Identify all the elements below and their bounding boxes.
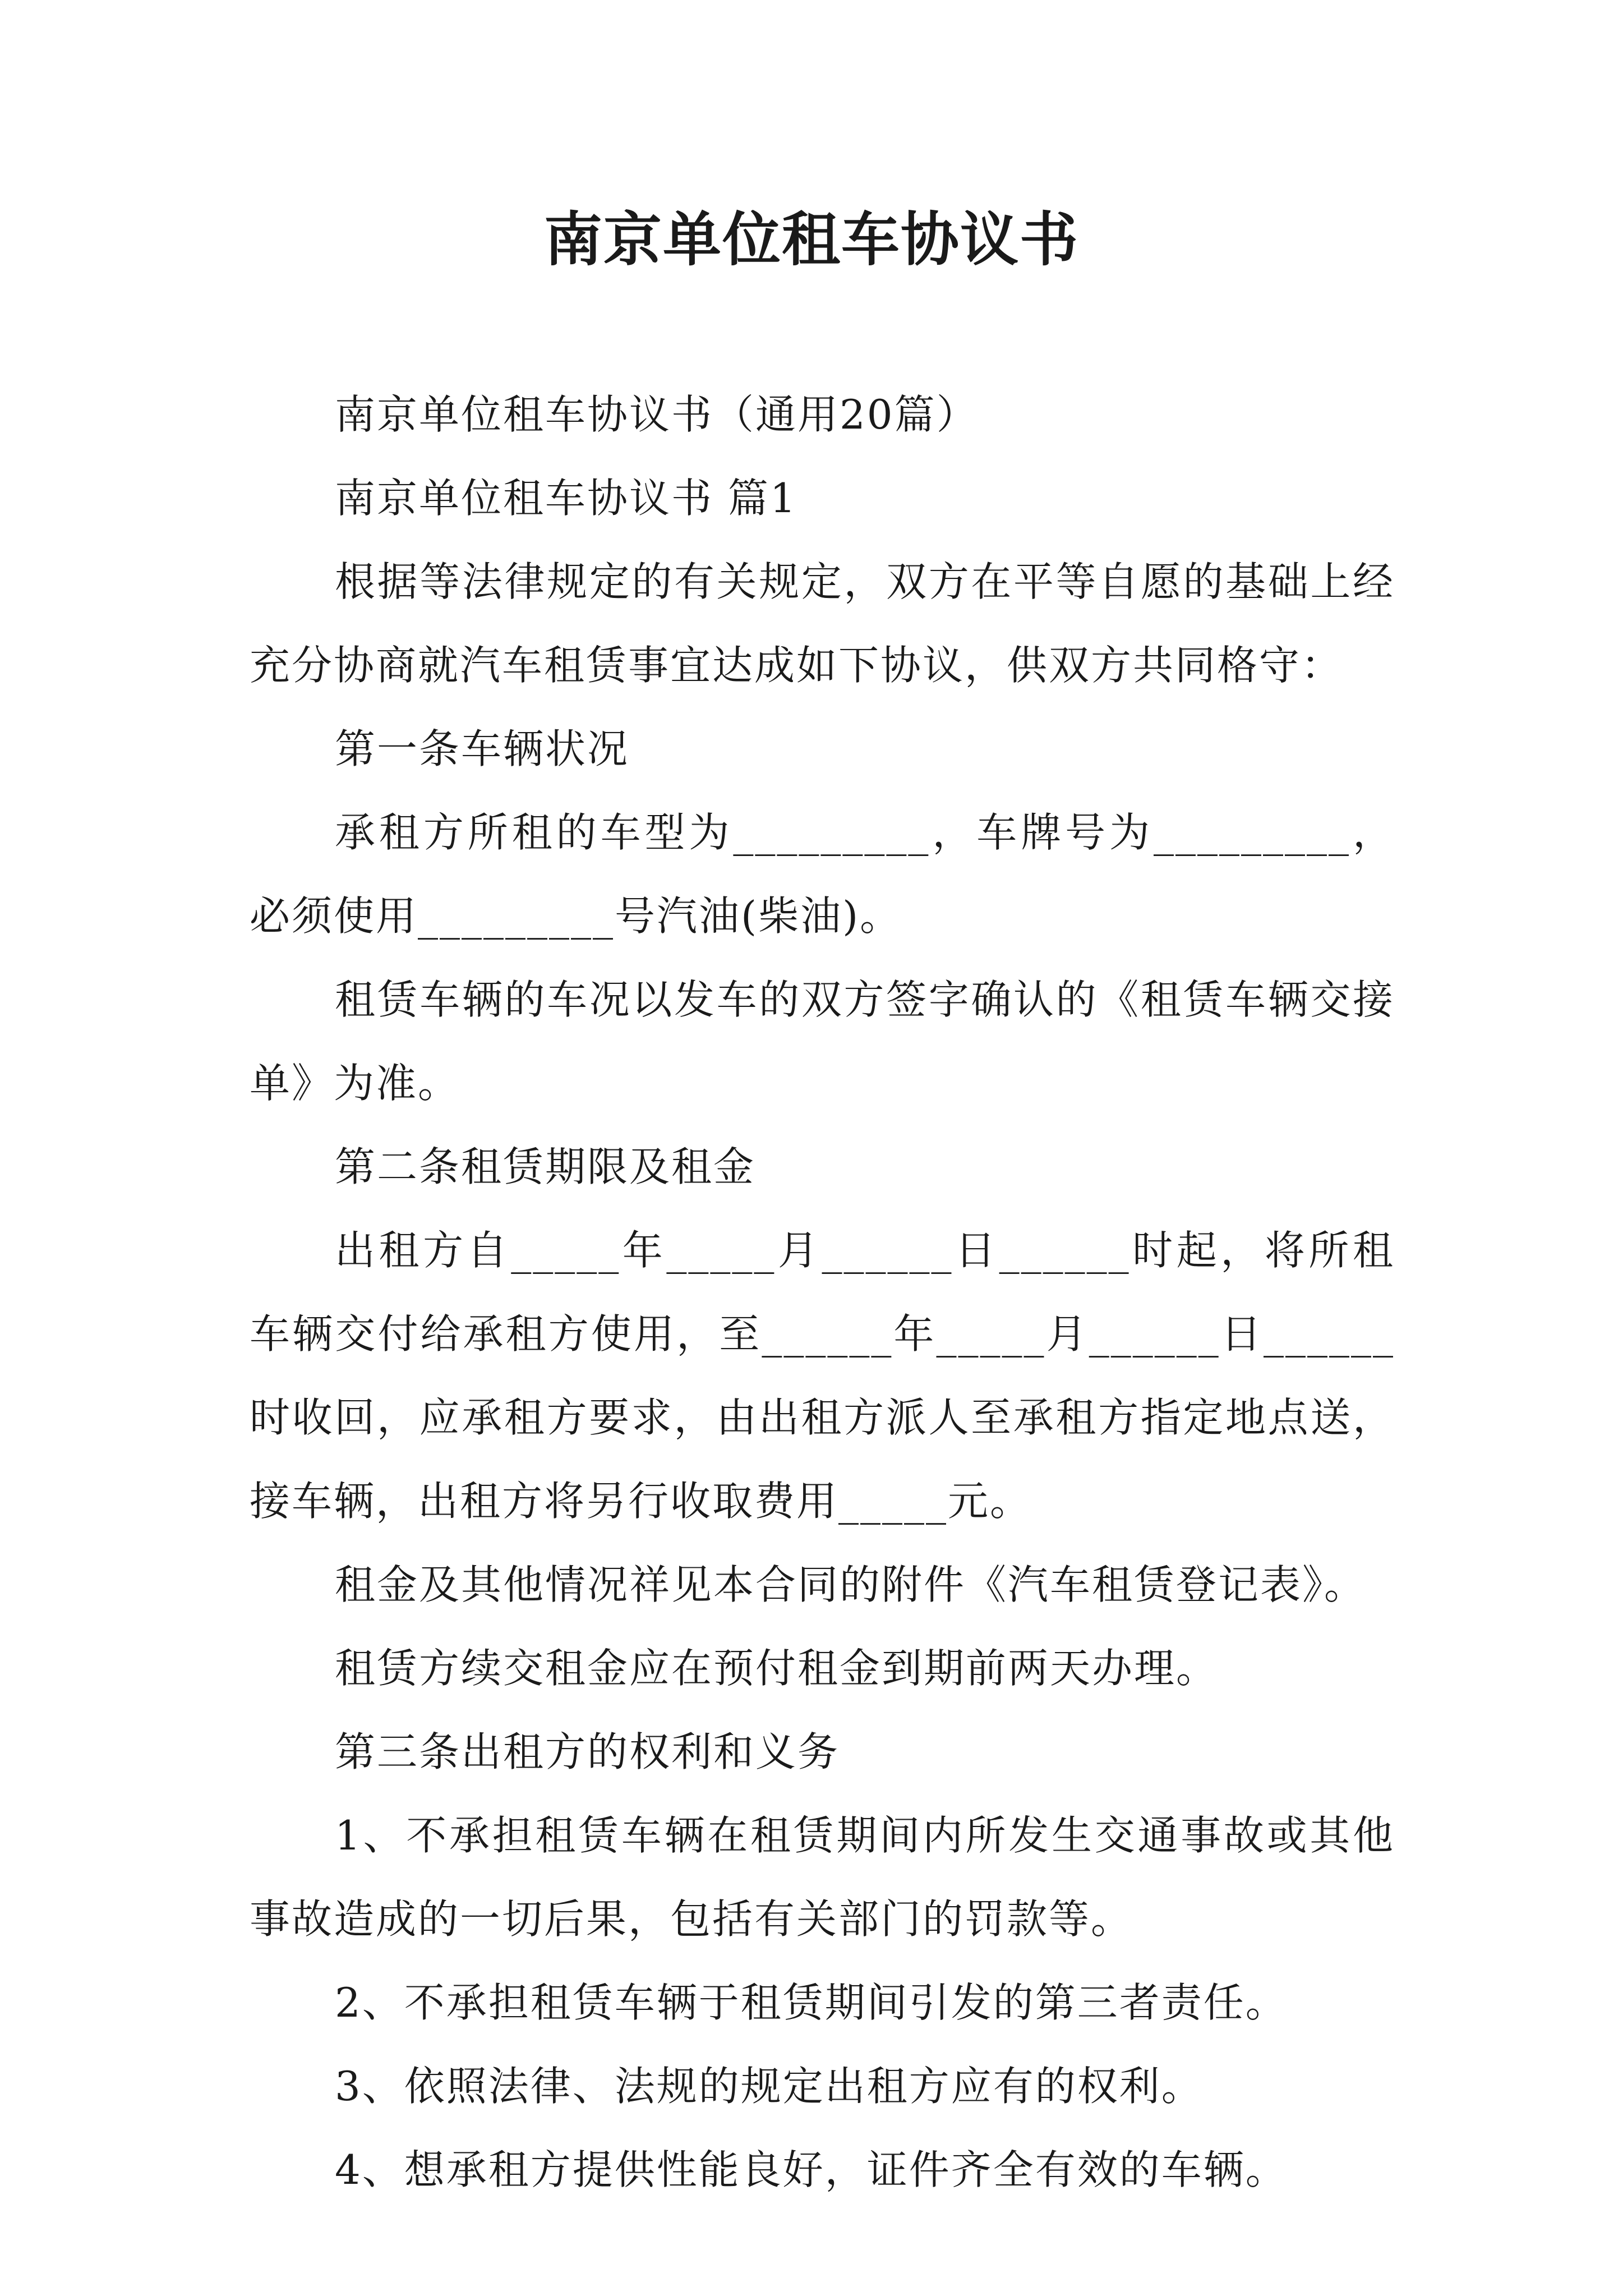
paragraph-vehicle-details: 承租方所租的车型为_________，车牌号为_________，必须使用_________号汽油(柴油)。 [250, 809, 1395, 940]
paragraph-rental-period: 出租方自_____年_____月______日______时起，将所租车辆交付给承租方使用，至______年_____月______日______时收回，应承租方要求，由出租方派人至承租方指定地点送，接车辆，出租方将另行收取费用_____元。 [250, 1227, 1395, 1525]
paragraph-article-2-heading: 第二条租赁期限及租金 [335, 1143, 756, 1190]
paragraph-rent-renewal: 租赁方续交租金应在预付租金到期前两天办理。 [335, 1645, 1219, 1692]
paragraph-article-3-heading: 第三条出租方的权利和义务 [335, 1728, 840, 1775]
document-title: 南京单位租车协议书 [543, 205, 1079, 274]
paragraph-clause-2: 2、不承担租赁车辆于租赁期间引发的第三者责任。 [335, 1979, 1288, 2026]
paragraph-section-heading: 南京单位租车协议书 篇1 [335, 475, 797, 522]
document-body [250, 373, 1395, 2212]
paragraph-clause-3: 3、依照法律、法规的规定出租方应有的权利。 [335, 2063, 1204, 2110]
paragraph-article-1-heading: 第一条车辆状况 [335, 725, 630, 772]
paragraph-preamble: 根据等法律规定的有关规定，双方在平等自愿的基础上经充分协商就汽车租赁事宜达成如下协议，供双方共同格守： [250, 558, 1395, 689]
paragraph-clause-1: 1、不承担租赁车辆在租赁期间内所发生交通事故或其他事故造成的一切后果，包括有关部门的罚款等。 [250, 1812, 1395, 1943]
paragraph-rent-details: 租金及其他情况祥见本合同的附件《汽车租赁登记表》。 [335, 1561, 1367, 1608]
paragraph-vehicle-condition: 租赁车辆的车况以发车的双方签字确认的《租赁车辆交接单》为准。 [250, 976, 1395, 1107]
paragraph-clause-4: 4、想承租方提供性能良好，证件齐全有效的车辆。 [335, 2146, 1288, 2193]
paragraph-subtitle: 南京单位租车协议书（通用20篇） [335, 391, 979, 438]
